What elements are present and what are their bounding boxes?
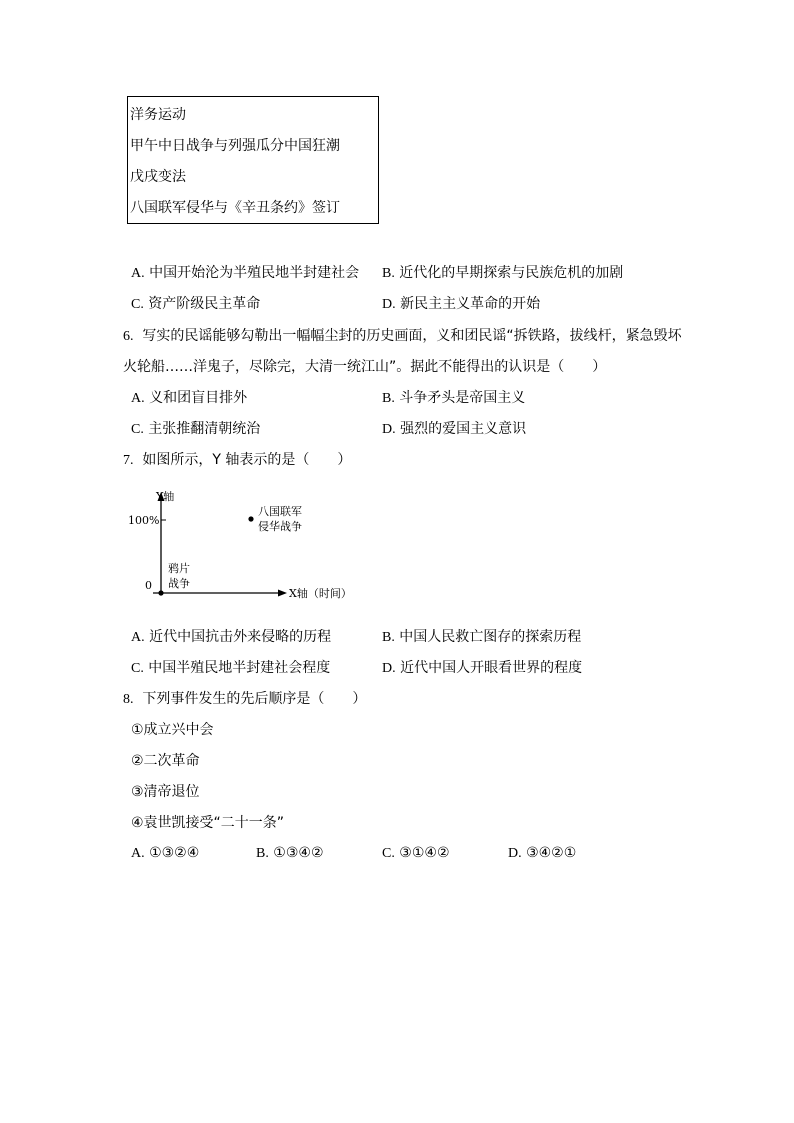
option-letter: C. <box>382 846 395 861</box>
option-letter: A. <box>131 266 145 281</box>
q6-option-a[interactable] <box>131 387 247 407</box>
option-letter: C. <box>131 661 144 676</box>
y-tick-label-100: 100% <box>128 514 160 527</box>
option-letter: B. <box>382 630 395 645</box>
option-letter: B. <box>382 391 395 406</box>
option-text: 资产阶级民主革命 <box>148 296 261 312</box>
q7-axis-figure <box>125 485 365 610</box>
event-item: 八国联军侵华与《辛丑条约》签订 <box>130 200 340 216</box>
option-letter: C. <box>131 422 144 437</box>
q8-item: ③清帝退位 <box>131 784 200 800</box>
option-text: 中国半殖民地半封建社会程度 <box>148 660 331 676</box>
option-letter: C. <box>131 297 144 312</box>
point-end-label-line2: 侵华战争 <box>258 520 302 533</box>
question-number: 8. <box>123 692 134 707</box>
q5-option-c[interactable] <box>131 293 260 313</box>
q7-option-d[interactable] <box>382 657 582 677</box>
q5-option-d[interactable] <box>382 293 540 313</box>
q6-stem-line1 <box>123 325 682 345</box>
q6-option-d[interactable] <box>382 418 526 438</box>
q8-option-c[interactable] <box>382 845 450 862</box>
point-opium-war <box>158 590 163 595</box>
option-letter: D. <box>382 661 396 676</box>
y-axis-label: Y轴 <box>156 490 175 503</box>
q6-option-c[interactable] <box>131 418 260 438</box>
option-text: ③①④② <box>399 845 450 861</box>
option-text: 近代中国人开眼看世界的程度 <box>400 660 583 676</box>
point-start-label-line2: 战争 <box>168 577 190 590</box>
event-item: 甲午中日战争与列强瓜分中国狂潮 <box>130 138 340 154</box>
option-text: 主张推翻清朝统治 <box>148 421 261 437</box>
option-letter: A. <box>131 846 145 861</box>
option-text: 近代中国抗击外来侵略的历程 <box>149 629 332 645</box>
point-eight-nation-invasion <box>248 516 253 521</box>
option-letter: D. <box>382 297 396 312</box>
option-text: 强烈的爱国主义意识 <box>400 421 527 437</box>
question-stem: 下列事件发生的先后顺序是（ ） <box>142 691 367 707</box>
option-text: ③④②① <box>526 845 577 861</box>
point-start-label-line1: 鸦片 <box>168 562 190 575</box>
question-stem: 写实的民谣能够勾勒出一幅幅尘封的历史画面，义和团民谣“拆铁路，拔线杆，紧急毁坏 <box>142 328 682 344</box>
q6-stem-line2: 火轮船……洋鬼子，尽除完，大清一统江山”。据此不能得出的认识是（ ） <box>123 359 607 375</box>
q7-option-a[interactable] <box>131 626 331 646</box>
x-axis-label: X轴（时间） <box>289 587 352 600</box>
origin-label: 0 <box>145 579 152 592</box>
q8-item: ②二次革命 <box>131 753 200 769</box>
option-letter: A. <box>131 391 145 406</box>
q8-stem <box>123 688 366 708</box>
q8-option-a[interactable] <box>131 845 199 862</box>
option-text: 中国人民救亡图存的探索历程 <box>399 629 582 645</box>
option-text: 斗争矛头是帝国主义 <box>399 390 526 406</box>
option-letter: B. <box>256 846 269 861</box>
point-end-label-line1: 八国联军 <box>258 505 302 518</box>
option-letter: B. <box>382 266 395 281</box>
option-text: 近代化的早期探索与民族危机的加剧 <box>399 265 624 281</box>
option-text: 义和团盲目排外 <box>149 390 248 406</box>
q8-item: ④袁世凯接受“二十一条” <box>131 815 285 831</box>
option-text: ①③②④ <box>149 845 200 861</box>
question-number: 7. <box>123 453 134 468</box>
q7-option-c[interactable] <box>131 657 330 677</box>
q8-item: ①成立兴中会 <box>131 722 214 738</box>
event-item: 戊戌变法 <box>130 169 186 185</box>
q5-option-b[interactable] <box>382 262 623 282</box>
option-text: ①③④② <box>273 845 324 861</box>
option-text: 新民主主义革命的开始 <box>400 296 541 312</box>
option-letter: A. <box>131 630 145 645</box>
x-axis-arrow <box>278 590 287 597</box>
event-item: 洋务运动 <box>130 107 186 123</box>
question-stem: 如图所示，Y 轴表示的是（ ） <box>142 452 352 468</box>
option-letter: D. <box>508 846 522 861</box>
q5-option-a[interactable] <box>131 262 359 282</box>
q7-stem <box>123 449 351 469</box>
event-list-box <box>127 96 379 224</box>
option-text: 中国开始沦为半殖民地半封建社会 <box>149 265 360 281</box>
q8-option-d[interactable] <box>508 845 576 862</box>
q7-option-b[interactable] <box>382 626 581 646</box>
q6-option-b[interactable] <box>382 387 525 407</box>
question-number: 6. <box>123 329 134 344</box>
q8-option-b[interactable] <box>256 845 324 862</box>
option-letter: D. <box>382 422 396 437</box>
